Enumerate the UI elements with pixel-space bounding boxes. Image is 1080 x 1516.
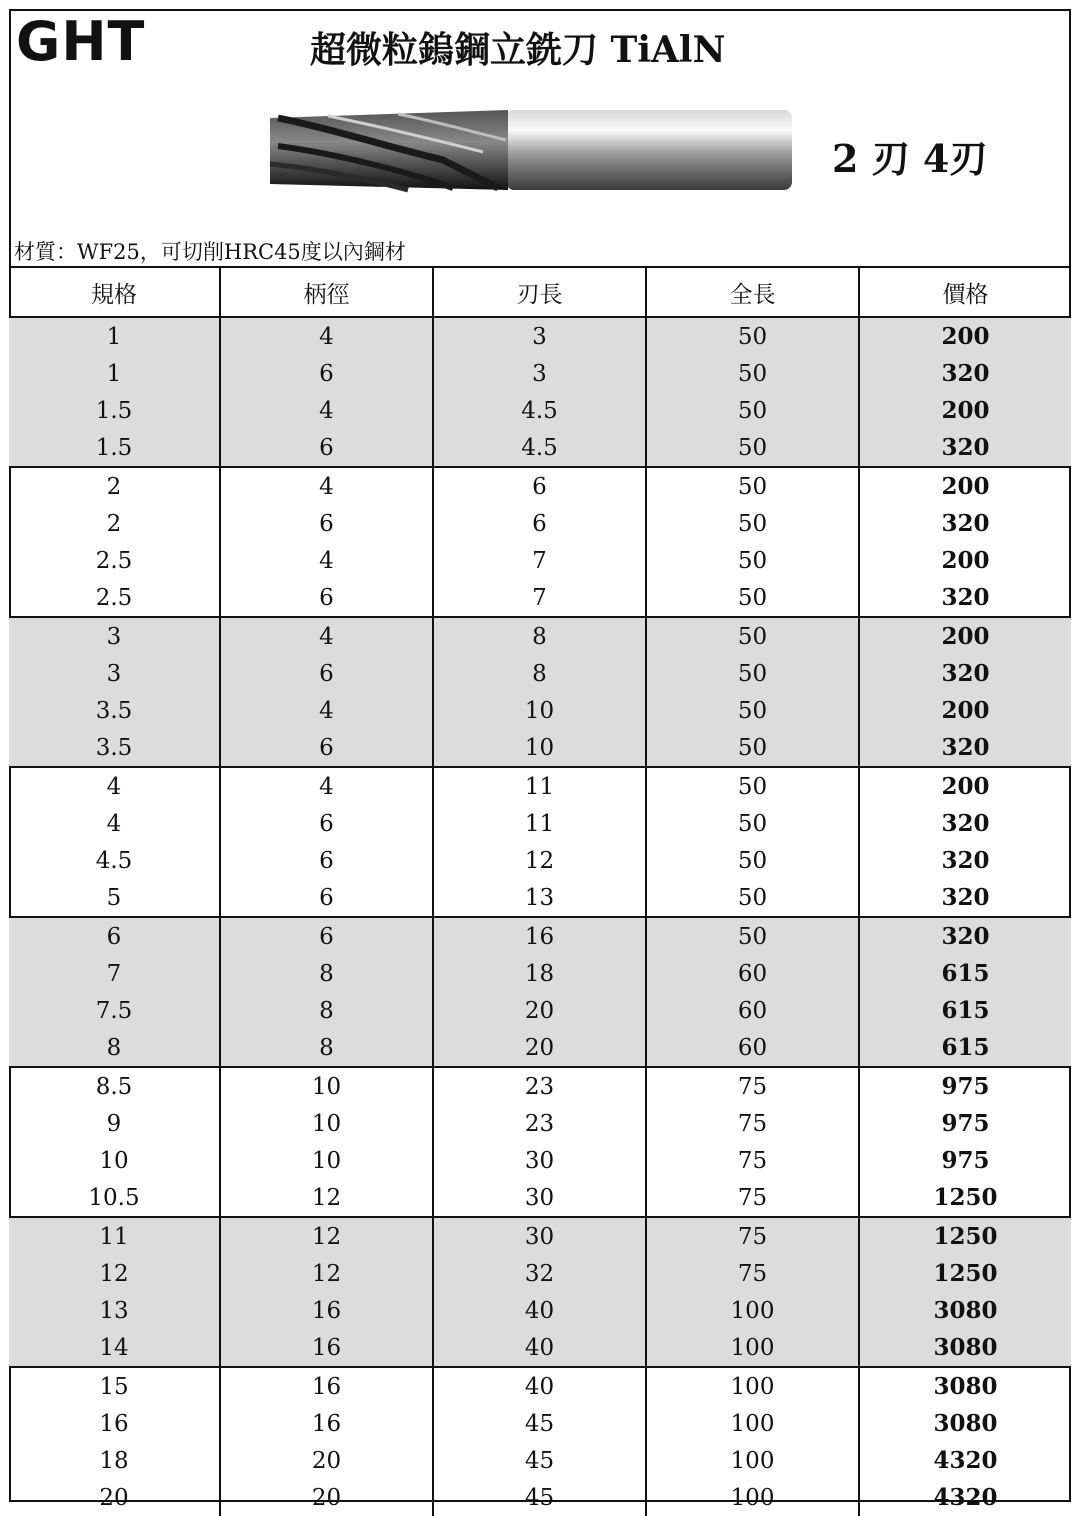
cell-spec: 1 — [9, 317, 220, 355]
cell-flute-length: 3 — [433, 355, 646, 392]
cell-shank-diameter: 8 — [220, 992, 433, 1029]
cell-spec: 6 — [9, 917, 220, 955]
cell-overall-length: 50 — [646, 655, 859, 692]
table-row — [9, 1405, 1071, 1442]
cell-flute-length: 7 — [433, 542, 646, 579]
cell-spec: 3.5 — [9, 729, 220, 767]
table-row — [9, 1067, 1071, 1105]
cell-shank-diameter: 16 — [220, 1367, 433, 1405]
cell-spec: 3 — [9, 655, 220, 692]
cell-flute-length: 6 — [433, 505, 646, 542]
cell-shank-diameter: 6 — [220, 429, 433, 467]
cell-spec: 11 — [9, 1217, 220, 1255]
table-row — [9, 1329, 1071, 1367]
table-row — [9, 317, 1071, 355]
cell-overall-length: 100 — [646, 1367, 859, 1405]
cell-spec: 1.5 — [9, 392, 220, 429]
cell-price: 320 — [859, 805, 1071, 842]
cell-shank-diameter: 4 — [220, 767, 433, 805]
table-row — [9, 1179, 1071, 1217]
cell-price: 320 — [859, 917, 1071, 955]
table-row — [9, 392, 1071, 429]
header-overall-length: 全長 — [646, 267, 859, 317]
cell-price: 975 — [859, 1067, 1071, 1105]
tool-shank — [506, 110, 792, 190]
cell-spec: 1.5 — [9, 429, 220, 467]
cell-overall-length: 100 — [646, 1479, 859, 1516]
cell-overall-length: 75 — [646, 1142, 859, 1179]
cell-shank-diameter: 6 — [220, 579, 433, 617]
cell-spec: 4 — [106, 810, 122, 837]
cell-flute-length: 18 — [433, 955, 646, 992]
table-row — [9, 992, 1071, 1029]
cell-flute-length: 4.5 — [433, 429, 646, 467]
product-title: 超微粒鎢鋼立銑刀 TiAlN — [310, 29, 726, 71]
cell-price: 3080 — [859, 1405, 1071, 1442]
cell-flute-length: 8 — [433, 655, 646, 692]
table-row — [9, 692, 1071, 729]
table-row — [9, 1217, 1071, 1255]
cell-shank-diameter: 8 — [220, 1029, 433, 1067]
cell-spec: 4 — [9, 767, 220, 805]
table-row — [9, 1255, 1071, 1292]
cell-flute-length: 40 — [433, 1329, 646, 1367]
cell-shank-diameter: 8 — [220, 955, 433, 992]
cell-price: 200 — [859, 617, 1071, 655]
table-row — [9, 767, 1071, 805]
cell-overall-length: 75 — [646, 1179, 859, 1217]
cell-overall-length: 60 — [646, 992, 859, 1029]
cell-spec: 2.5 — [95, 547, 133, 574]
cell-shank-diameter: 4 — [220, 392, 433, 429]
cell-spec: 8 — [9, 1029, 220, 1067]
cell-overall-length: 50 — [646, 505, 859, 542]
cell-price: 320 — [859, 655, 1071, 692]
cell-overall-length: 50 — [646, 842, 859, 879]
cell-overall-length: 100 — [646, 1405, 859, 1442]
cell-price: 200 — [859, 542, 1071, 579]
cell-overall-length: 50 — [646, 879, 859, 917]
cell-flute-length: 4.5 — [433, 392, 646, 429]
cell-shank-diameter: 10 — [220, 1142, 433, 1179]
cell-shank-diameter: 12 — [220, 1255, 433, 1292]
cell-shank-diameter: 4 — [220, 317, 433, 355]
brand-logo: GHT — [16, 10, 146, 73]
cell-shank-diameter: 6 — [220, 355, 433, 392]
cell-spec: 16 — [99, 1410, 129, 1437]
cell-flute-length: 6 — [433, 467, 646, 505]
table-row — [9, 955, 1071, 992]
cell-shank-diameter: 16 — [220, 1329, 433, 1367]
cell-shank-diameter: 16 — [220, 1292, 433, 1329]
cell-price: 320 — [859, 579, 1071, 617]
cell-spec: 3.5 — [9, 692, 220, 729]
cell-price: 1250 — [859, 1255, 1071, 1292]
table-row — [9, 617, 1071, 655]
cell-flute-length: 16 — [433, 917, 646, 955]
flute-count-label: 2 刃 4刃 — [832, 136, 988, 181]
cell-overall-length: 75 — [646, 1105, 859, 1142]
table-row — [9, 579, 1071, 617]
cell-spec: 13 — [9, 1292, 220, 1329]
cell-flute-length: 45 — [433, 1442, 646, 1479]
cell-spec: 12 — [9, 1255, 220, 1292]
cell-overall-length: 50 — [646, 617, 859, 655]
cell-price: 1250 — [859, 1179, 1071, 1217]
table-row — [9, 1479, 1071, 1516]
cell-overall-length: 50 — [646, 429, 859, 467]
table-row — [9, 655, 1071, 692]
table-row — [9, 355, 1071, 392]
cell-flute-length: 11 — [433, 767, 646, 805]
cell-overall-length: 50 — [646, 355, 859, 392]
cell-shank-diameter: 20 — [220, 1442, 433, 1479]
table-row — [9, 1029, 1071, 1067]
header-price: 價格 — [859, 267, 1071, 317]
cell-price: 3080 — [859, 1329, 1071, 1367]
cell-flute-length: 30 — [433, 1217, 646, 1255]
cell-flute-length: 8 — [433, 617, 646, 655]
table-row — [9, 879, 1071, 917]
cell-spec: 10 — [99, 1147, 129, 1174]
cell-overall-length: 100 — [646, 1442, 859, 1479]
cell-price: 200 — [859, 767, 1071, 805]
cell-price: 200 — [859, 392, 1071, 429]
cell-flute-length: 11 — [433, 805, 646, 842]
cell-price: 320 — [859, 879, 1071, 917]
cell-spec: 18 — [99, 1447, 129, 1474]
cell-price: 320 — [859, 355, 1071, 392]
cell-spec: 7 — [9, 955, 220, 992]
cell-price: 3080 — [859, 1367, 1071, 1405]
cell-shank-diameter: 4 — [220, 692, 433, 729]
cell-price: 200 — [859, 692, 1071, 729]
cell-flute-length: 30 — [433, 1179, 646, 1217]
table-row — [9, 505, 1071, 542]
cell-flute-length: 13 — [433, 879, 646, 917]
table-row — [9, 1142, 1071, 1179]
cell-flute-length: 45 — [433, 1405, 646, 1442]
cell-shank-diameter: 4 — [220, 542, 433, 579]
cell-spec: 2 — [9, 467, 220, 505]
cell-spec: 4.5 — [95, 847, 133, 874]
cell-flute-length: 30 — [433, 1142, 646, 1179]
cell-overall-length: 50 — [646, 805, 859, 842]
cell-price: 3080 — [859, 1292, 1071, 1329]
cell-flute-length: 12 — [433, 842, 646, 879]
cell-overall-length: 60 — [646, 955, 859, 992]
material-note: 材質：WF25，可切削HRC45度以內鋼材 — [14, 240, 406, 264]
cell-shank-diameter: 6 — [220, 917, 433, 955]
cell-overall-length: 50 — [646, 917, 859, 955]
cell-shank-diameter: 6 — [220, 805, 433, 842]
cell-shank-diameter: 12 — [220, 1217, 433, 1255]
cell-price: 320 — [859, 505, 1071, 542]
cell-flute-length: 3 — [433, 317, 646, 355]
cell-shank-diameter: 4 — [220, 467, 433, 505]
cell-spec: 15 — [9, 1367, 220, 1405]
cell-spec: 3 — [9, 617, 220, 655]
cell-shank-diameter: 20 — [220, 1479, 433, 1516]
cell-spec: 7.5 — [9, 992, 220, 1029]
cell-spec: 5 — [106, 884, 122, 911]
end-mill-image — [268, 104, 798, 194]
table-row — [9, 467, 1071, 505]
table-row — [9, 842, 1071, 879]
cell-shank-diameter: 6 — [220, 842, 433, 879]
cell-flute-length: 20 — [433, 1029, 646, 1067]
cell-overall-length: 50 — [646, 767, 859, 805]
cell-overall-length: 50 — [646, 692, 859, 729]
cell-price: 615 — [859, 992, 1071, 1029]
cell-spec: 1 — [9, 355, 220, 392]
cell-price: 320 — [859, 842, 1071, 879]
cell-price: 615 — [859, 955, 1071, 992]
header-shank-diameter: 柄徑 — [220, 267, 433, 317]
spec-price-table — [9, 266, 1071, 1516]
cell-flute-length: 32 — [433, 1255, 646, 1292]
cell-shank-diameter: 16 — [220, 1405, 433, 1442]
cell-overall-length: 50 — [646, 467, 859, 505]
cell-overall-length: 60 — [646, 1029, 859, 1067]
cell-price: 320 — [859, 429, 1071, 467]
header-spec: 規格 — [9, 267, 220, 317]
cell-overall-length: 50 — [646, 542, 859, 579]
table-row — [9, 805, 1071, 842]
cell-flute-length: 45 — [433, 1479, 646, 1516]
cell-flute-length: 23 — [433, 1105, 646, 1142]
cell-spec: 10.5 — [88, 1184, 140, 1211]
cell-shank-diameter: 4 — [220, 617, 433, 655]
table-row — [9, 729, 1071, 767]
cell-shank-diameter: 6 — [220, 729, 433, 767]
cell-price: 320 — [859, 729, 1071, 767]
cell-flute-length: 40 — [433, 1367, 646, 1405]
cell-price: 975 — [859, 1105, 1071, 1142]
cell-price: 615 — [859, 1029, 1071, 1067]
cell-overall-length: 75 — [646, 1067, 859, 1105]
cell-shank-diameter: 10 — [220, 1067, 433, 1105]
table-row — [9, 1367, 1071, 1405]
table-row — [9, 1105, 1071, 1142]
table-row — [9, 1442, 1071, 1479]
cell-price: 975 — [859, 1142, 1071, 1179]
cell-overall-length: 100 — [646, 1329, 859, 1367]
cell-spec: 8.5 — [9, 1067, 220, 1105]
cell-overall-length: 100 — [646, 1292, 859, 1329]
header-flute-length: 刃長 — [433, 267, 646, 317]
cell-spec: 9 — [106, 1110, 122, 1137]
cell-shank-diameter: 6 — [220, 879, 433, 917]
table-row — [9, 542, 1071, 579]
table-row — [9, 917, 1071, 955]
cell-overall-length: 50 — [646, 392, 859, 429]
table-row — [9, 1292, 1071, 1329]
cell-price: 200 — [859, 467, 1071, 505]
cell-flute-length: 10 — [433, 692, 646, 729]
cell-price: 200 — [859, 317, 1071, 355]
cell-spec: 2.5 — [95, 584, 133, 611]
cell-overall-length: 75 — [646, 1255, 859, 1292]
cell-flute-length: 20 — [433, 992, 646, 1029]
table-header-row — [9, 267, 1071, 317]
cell-overall-length: 50 — [646, 729, 859, 767]
cell-spec: 14 — [9, 1329, 220, 1367]
cell-overall-length: 50 — [646, 317, 859, 355]
cell-flute-length: 7 — [433, 579, 646, 617]
cell-shank-diameter: 12 — [220, 1179, 433, 1217]
cell-shank-diameter: 10 — [220, 1105, 433, 1142]
cell-flute-length: 23 — [433, 1067, 646, 1105]
cell-price: 1250 — [859, 1217, 1071, 1255]
cell-price: 4320 — [859, 1442, 1071, 1479]
table-row — [9, 429, 1071, 467]
cell-price: 4320 — [859, 1479, 1071, 1516]
cell-shank-diameter: 6 — [220, 505, 433, 542]
cell-flute-length: 40 — [433, 1292, 646, 1329]
cell-overall-length: 75 — [646, 1217, 859, 1255]
cell-flute-length: 10 — [433, 729, 646, 767]
cell-overall-length: 50 — [646, 579, 859, 617]
cell-shank-diameter: 6 — [220, 655, 433, 692]
cell-spec: 20 — [99, 1484, 129, 1511]
cell-spec: 2 — [106, 510, 122, 537]
